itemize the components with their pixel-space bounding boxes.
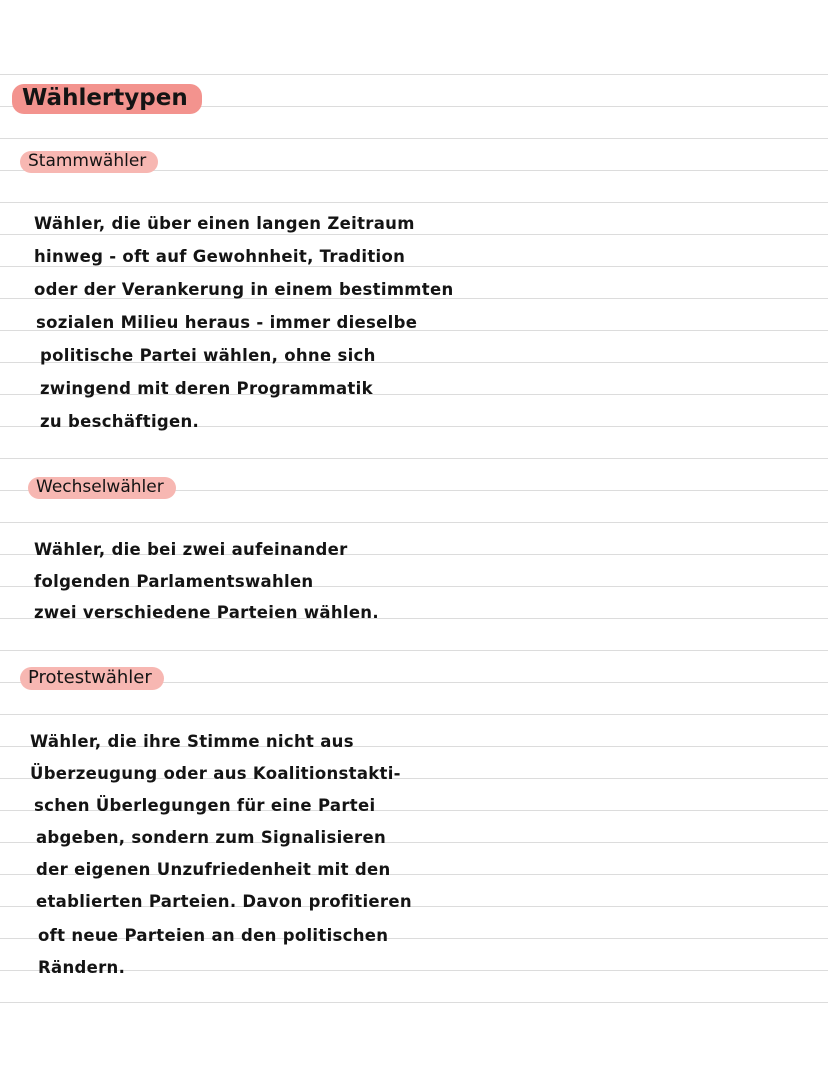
ruled-line — [0, 202, 828, 203]
text-line: zwei verschiedene Parteien wählen. — [34, 603, 379, 622]
text-line: oder der Verankerung in einem bestimmten — [34, 280, 454, 299]
text-line: Wähler, die über einen langen Zeitraum — [34, 214, 415, 233]
text-line: der eigenen Unzufriedenheit mit den — [36, 860, 391, 879]
ruled-line — [0, 74, 828, 75]
text-line: sozialen Milieu heraus - immer dieselbe — [36, 313, 418, 332]
text-line: Wähler, die ihre Stimme nicht aus — [30, 732, 354, 751]
ruled-line — [0, 650, 828, 651]
text-line: oft neue Parteien an den politischen — [38, 926, 389, 945]
text-line: politische Partei wählen, ohne sich — [40, 346, 376, 365]
ruled-line — [0, 138, 828, 139]
ruled-line — [0, 522, 828, 523]
text-line: etablierten Parteien. Davon profitieren — [36, 892, 412, 911]
text-line: Wähler, die bei zwei aufeinander — [34, 540, 348, 559]
text-line: Überzeugung oder aus Koalitionstakti- — [30, 764, 401, 783]
text-line: schen Überlegungen für eine Partei — [34, 796, 376, 815]
ruled-line — [0, 458, 828, 459]
text-line: folgenden Parlamentswahlen — [34, 572, 314, 591]
ruled-line — [0, 714, 828, 715]
ruled-line — [0, 266, 828, 267]
text-line: zu beschäftigen. — [40, 412, 200, 431]
section-heading-protestwaehler: Protestwähler — [20, 667, 164, 690]
ruled-line — [0, 1002, 828, 1003]
section-heading-wechselwaehler: Wechselwähler — [28, 477, 176, 499]
text-line: Rändern. — [38, 958, 126, 977]
section-heading-stammwaehler: Stammwähler — [20, 151, 158, 173]
ruled-line — [0, 234, 828, 235]
page-title: Wählertypen — [12, 84, 202, 114]
text-line: zwingend mit deren Programmatik — [40, 379, 373, 398]
text-line: hinweg - oft auf Gewohnheit, Tradition — [34, 247, 406, 266]
text-line: abgeben, sondern zum Signalisieren — [36, 828, 387, 847]
